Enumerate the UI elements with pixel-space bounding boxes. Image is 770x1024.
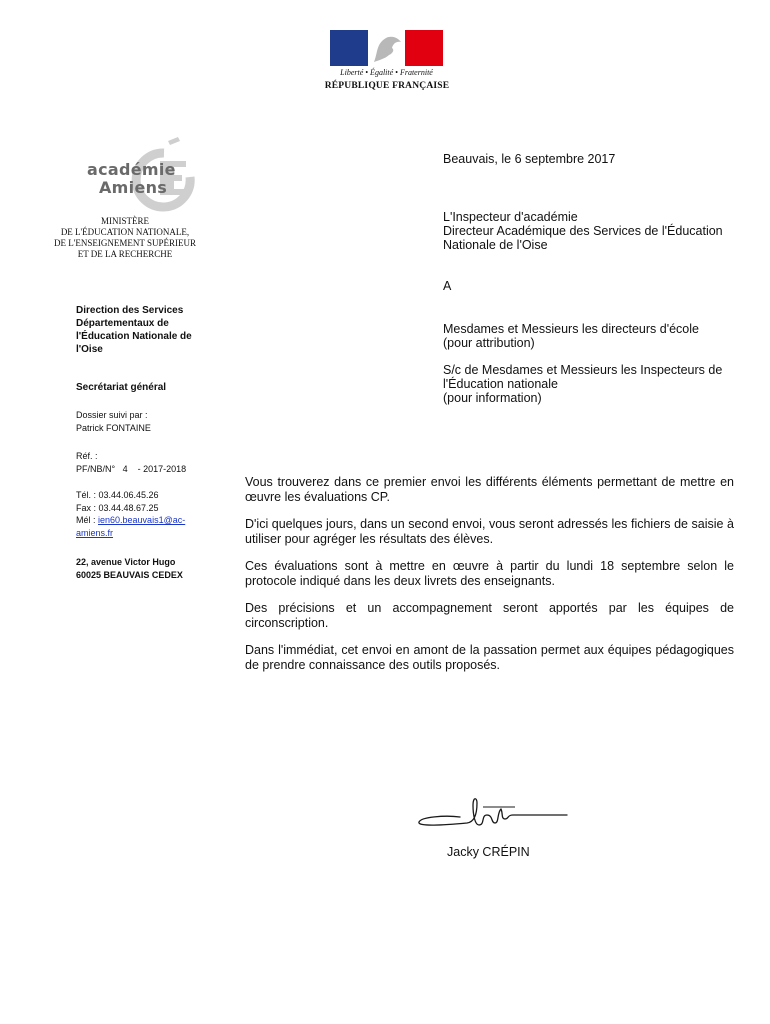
- dossier-block: [76, 409, 151, 434]
- dossier-label: Dossier suivi par :: [76, 410, 148, 420]
- recipient-line: S/c de Mesdames et Messieurs les Inspecteurs de: [443, 363, 723, 377]
- sender-line: Directeur Académique des Services de l'Éducation: [443, 224, 723, 238]
- sender-line: L'Inspecteur d'académie: [443, 210, 578, 224]
- body-paragraph: Vous trouverez dans ce premier envoi les différents éléments permettant de mettre en œuvre les évaluations CP.: [245, 475, 734, 504]
- handwritten-signature: [415, 795, 570, 833]
- republic-name: RÉPUBLIQUE FRANÇAISE: [324, 81, 450, 91]
- marianne-logo: [330, 30, 443, 66]
- reference-value: PF/NB/N° 4 - 2017-2018: [76, 463, 187, 474]
- email-row: [76, 514, 185, 527]
- email-label: Mél :: [76, 515, 99, 525]
- email-link-continued[interactable]: amiens.fr: [76, 527, 114, 538]
- ministere-line: MINISTÈRE: [101, 216, 149, 226]
- sender-block: [443, 210, 723, 252]
- ministere-block: [30, 216, 220, 260]
- ministere-line: DE L'ENSEIGNEMENT SUPÉRIEUR: [54, 238, 196, 248]
- marianne-profile-icon: [368, 30, 405, 66]
- telephone: Tél. : 03.44.06.45.26: [76, 490, 159, 500]
- recipients-primary: [443, 322, 699, 350]
- academie-city: Amiens: [99, 178, 168, 197]
- ministere-line: ET DE LA RECHERCHE: [77, 249, 173, 259]
- fax: Fax : 03.44.48.67.25: [76, 502, 159, 513]
- dossier-name: Patrick FONTAINE: [76, 422, 151, 433]
- body-paragraph: Des précisions et un accompagnement seront apportés par les équipes de circonscription.: [245, 601, 734, 630]
- secretariat-label: Secrétariat général: [76, 382, 167, 393]
- body-paragraph: D'ici quelques jours, dans un second envoi, vous seront adressés les fichiers de saisie à utiliser pour agréger les résultats des élèves.: [245, 517, 734, 546]
- email-link[interactable]: ien60.beauvais1@ac-: [98, 515, 186, 525]
- recipient-line: l'Éducation nationale: [443, 377, 558, 391]
- date-line: Beauvais, le 6 septembre 2017: [443, 152, 616, 166]
- recipient-line: (pour information): [443, 391, 542, 405]
- address-street: 22, avenue Victor Hugo: [76, 557, 176, 567]
- direction-line: l'Oise: [76, 344, 103, 355]
- republic-motto: Liberté • Égalité • Fraternité: [340, 68, 433, 77]
- address-block: [76, 556, 183, 582]
- recipient-line: (pour attribution): [443, 336, 535, 350]
- recipient-prefix: A: [443, 279, 452, 293]
- recipients-secondary: [443, 363, 722, 405]
- ministere-line: DE L'ÉDUCATION NATIONALE,: [60, 227, 190, 237]
- reference-block: [76, 450, 186, 475]
- sender-line: Nationale de l'Oise: [443, 238, 548, 252]
- direction-line: Direction des Services: [76, 305, 184, 316]
- contact-block: [76, 489, 185, 539]
- address-city: 60025 BEAUVAIS CEDEX: [76, 570, 183, 580]
- signer-name: Jacky CRÉPIN: [447, 845, 530, 859]
- direction-block: [76, 304, 192, 356]
- recipient-line: Mesdames et Messieurs les directeurs d'école: [443, 322, 699, 336]
- direction-line: l'Éducation Nationale de: [76, 331, 192, 342]
- body-paragraph: Dans l'immédiat, cet envoi en amont de la passation permet aux équipes pédagogiques de prendre connaissance des outils proposés.: [245, 643, 734, 672]
- reference-label: Réf. :: [76, 451, 98, 461]
- direction-line: Départementaux de: [76, 318, 169, 329]
- academie-name: académie: [87, 160, 176, 179]
- body-paragraph: Ces évaluations sont à mettre en œuvre à partir du lundi 18 septembre selon le protocole indiqué dans les deux livrets des enseignants.: [245, 559, 734, 588]
